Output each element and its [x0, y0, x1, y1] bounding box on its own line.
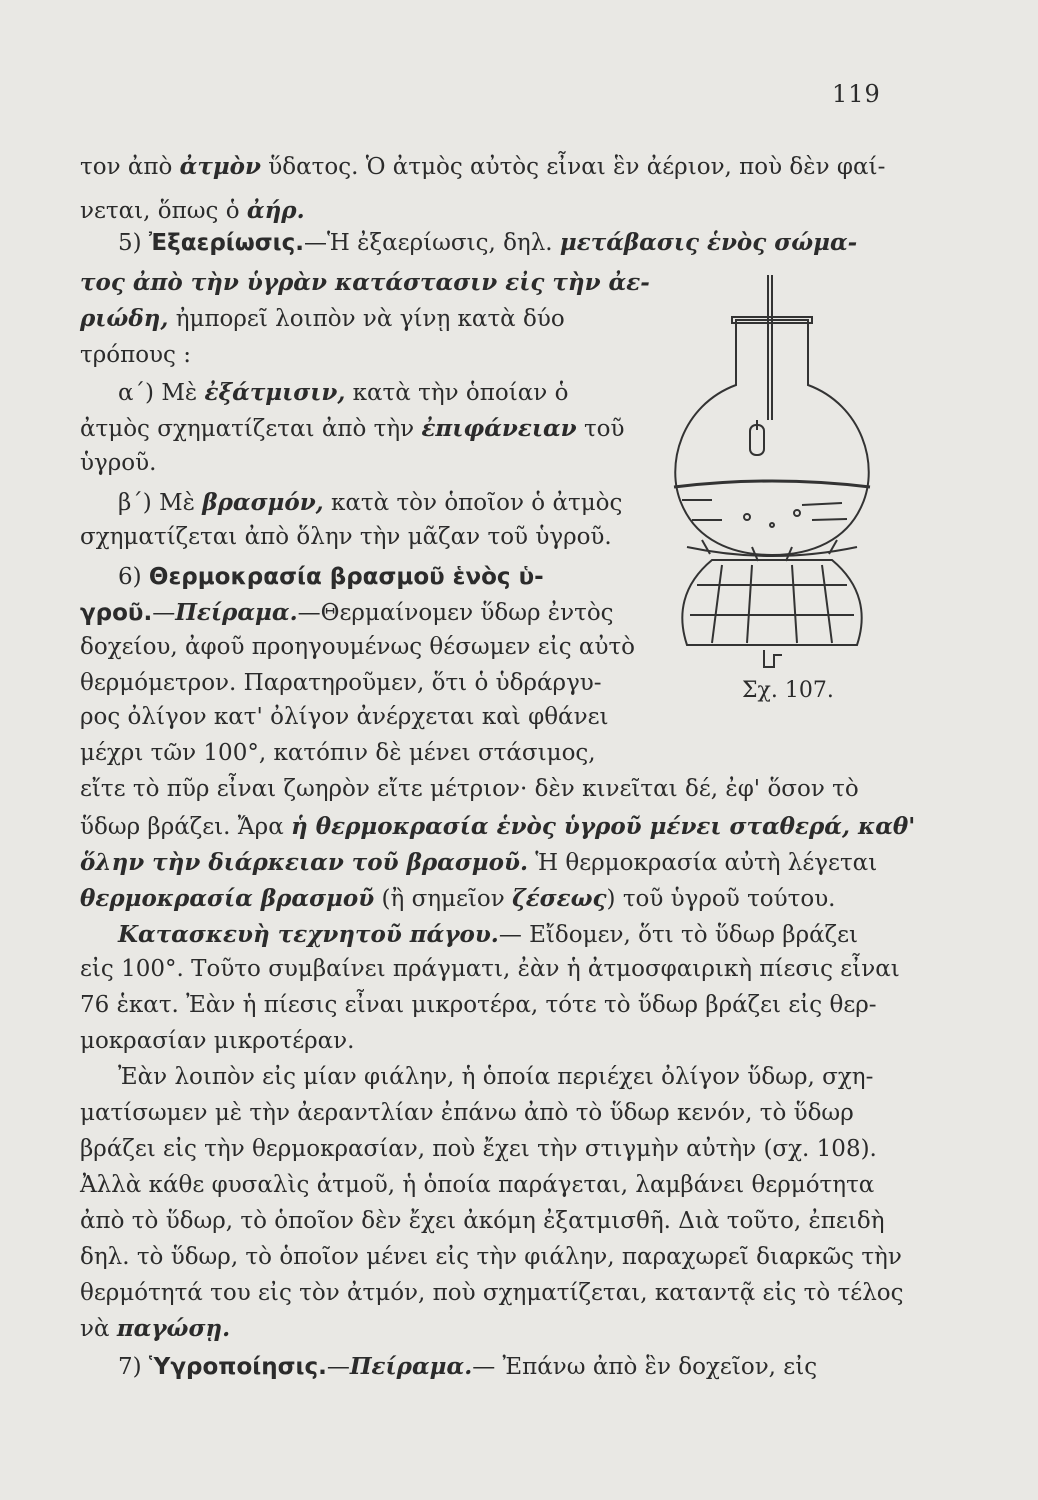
- text-run: Πείραμα.: [349, 1353, 473, 1380]
- text-line: [80, 268, 650, 298]
- text-run: γροῦ.: [80, 600, 153, 626]
- text-run: βρασμόν,: [202, 489, 324, 516]
- text-run: ἀτμὸς σχηματίζεται ἀπὸ τὴν: [80, 416, 422, 442]
- text-line: [80, 304, 565, 334]
- text-run: εἴτε τὸ πῦρ εἶναι ζωηρὸν εἴτε μέτριον· δὲν κινεῖται δέ, ἐφ' ὅσον τὸ: [80, 776, 859, 802]
- text-line: [118, 1062, 873, 1092]
- text-line: [80, 632, 635, 662]
- text-run: παγώσῃ.: [116, 1315, 231, 1342]
- text-run: ὅλην τὴν διάρκειαν τοῦ βρασμοῦ.: [80, 849, 528, 876]
- text-run: ματίσωμεν μὲ τὴν ἀεραντλίαν ἐπάνω ἀπὸ τὸ ὕδωρ κενόν, τὸ ὕδωρ: [80, 1100, 854, 1126]
- text-run: — Εἴδομεν, ὅτι τὸ ὕδωρ βράζει: [498, 922, 859, 948]
- text-line: [80, 522, 612, 552]
- text-line: [80, 738, 596, 768]
- text-run: —: [326, 1354, 350, 1380]
- text-run: νὰ: [80, 1316, 117, 1342]
- text-run: θερμόμετρον. Παρατηροῦμεν, ὅτι ὁ ὑδράργυ-: [80, 670, 602, 696]
- text-run: ἀπὸ τὸ ὕδωρ, τὸ ὁποῖον δὲν ἔχει ἀκόμη ἐξατμισθῆ. Διὰ τοῦτο, ἐπειδὴ: [80, 1208, 885, 1234]
- text-line: [80, 954, 900, 984]
- text-line: [80, 1314, 230, 1344]
- boiling-flask-illustration: [652, 255, 892, 675]
- text-line: [118, 488, 622, 518]
- text-line: [80, 990, 877, 1020]
- text-run: ὕδωρ βράζει. Ἄρα: [80, 814, 292, 840]
- figure-caption: Σχ. 107.: [742, 678, 834, 703]
- text-run: κατὰ τὴν ὁποίαν ὁ: [345, 380, 569, 406]
- text-run: ζέσεως: [512, 885, 607, 912]
- text-run: νεται, ὅπως ὁ: [80, 198, 247, 224]
- text-run: τος ἀπὸ τὴν ὑγρὰν κατάστασιν εἰς τὴν ἀε-: [80, 269, 650, 296]
- page-number: 119: [832, 80, 881, 108]
- text-line: [118, 562, 544, 592]
- text-line: [80, 152, 885, 182]
- text-run: βράζει εἰς τὴν θερμοκρασίαν, ποὺ ἔχει τὴν στιγμὴν αὐτὴν (σχ. 108).: [80, 1136, 877, 1162]
- text-run: Θερμοκρασία βρασμοῦ ἑνὸς ὑ-: [148, 564, 544, 590]
- text-run: δηλ. τὸ ὕδωρ, τὸ ὁποῖον μένει εἰς τὴν φιάλην, παραχωρεῖ διαρκῶς τὴν: [80, 1244, 902, 1270]
- text-run: τοῦ: [576, 416, 625, 442]
- text-line: [80, 1098, 854, 1128]
- text-run: (ἢ σημεῖον: [374, 886, 513, 912]
- text-line: [80, 1026, 354, 1056]
- text-line: [80, 812, 915, 842]
- text-run: —: [152, 600, 176, 626]
- text-run: δοχείου, ἀφοῦ προηγουμένως θέσωμεν εἰς αὐτὸ: [80, 634, 636, 660]
- text-run: ὕδατος. Ὁ ἀτμὸς αὐτὸς εἶναι ἓν ἀέριον, ποὺ δὲν φαί-: [260, 154, 886, 180]
- text-line: [80, 414, 625, 444]
- text-run: Ἀλλὰ κάθε φυσαλὶς ἀτμοῦ, ἡ ὁποία παράγεται, λαμβάνει θερμότητα: [80, 1172, 875, 1198]
- text-run: ἀτμὸν: [179, 153, 261, 180]
- text-run: Ἐὰν λοιπὸν εἰς μίαν φιάλην, ἡ ὁποία περιέχει ὀλίγον ὕδωρ, σχη-: [118, 1064, 874, 1090]
- text-run: 6): [118, 564, 149, 590]
- text-run: — Ἐπάνω ἀπὸ ἓν δοχεῖον, εἰς: [472, 1354, 818, 1380]
- text-run: —Ἡ ἐξαερίωσις, δηλ.: [303, 230, 560, 256]
- text-run: μοκρασίαν μικροτέραν.: [80, 1028, 355, 1054]
- text-line: [80, 848, 877, 878]
- text-run: σχηματίζεται ἀπὸ ὅλην τὴν μᾶζαν τοῦ ὑγροῦ.: [80, 524, 612, 550]
- text-run: α΄) Μὲ: [118, 380, 205, 406]
- text-run: ἠμπορεῖ λοιπὸν νὰ γίνῃ κατὰ δύο: [168, 306, 565, 332]
- text-run: τον ἀπὸ: [80, 154, 180, 180]
- text-line: [80, 774, 859, 804]
- text-run: β΄) Μὲ: [118, 490, 203, 516]
- text-run: Πείραμα.: [175, 599, 298, 626]
- text-run: εἰς 100°. Τοῦτο συμβαίνει πράγματι, ἐὰν ἡ ἀτμοσφαιρικὴ πίεσις εἶναι: [80, 956, 900, 982]
- text-line: [80, 1242, 902, 1272]
- text-run: ἐξάτμισιν,: [204, 379, 346, 406]
- text-run: Ἡ θερμοκρασία αὐτὴ λέγεται: [527, 850, 878, 876]
- text-run: τρόπους :: [80, 342, 191, 368]
- text-run: 5): [118, 230, 149, 256]
- text-line: [118, 1352, 817, 1382]
- text-line: [80, 340, 191, 370]
- text-run: 76 ἑκατ. Ἐὰν ἡ πίεσις εἶναι μικροτέρα, τότε τὸ ὕδωρ βράζει εἰς θερ-: [80, 992, 877, 1018]
- text-run: ρος ὀλίγον κατ' ὀλίγον ἀνέρχεται καὶ φθάνει: [80, 704, 609, 730]
- text-run: ἐπιφάνειαν: [421, 415, 577, 442]
- text-run: μέχρι τῶν 100°, κατόπιν δὲ μένει στάσιμος,: [80, 740, 596, 766]
- text-line: [80, 598, 614, 628]
- text-line: [80, 1206, 884, 1236]
- text-run: —Θερμαίνομεν ὕδωρ ἐντὸς: [297, 600, 614, 626]
- text-line: [80, 1134, 877, 1164]
- text-run: ριώδη,: [80, 305, 169, 332]
- text-line: [80, 196, 305, 226]
- text-run: ) τοῦ ὑγροῦ τούτου.: [606, 886, 836, 912]
- text-run: θερμότητά του εἰς τὸν ἀτμόν, ποὺ σχηματίζεται, καταντᾷ εἰς τὸ τέλος: [80, 1280, 904, 1306]
- text-line: [80, 1170, 874, 1200]
- text-run: κατὰ τὸν ὁποῖον ὁ ἀτμὸς: [323, 490, 623, 516]
- text-run: ἡ θερμοκρασία ἑνὸς ὑγροῦ μένει σταθερά, καθ': [291, 813, 916, 840]
- text-line: [118, 920, 858, 950]
- text-run: Κατασκευὴ τεχνητοῦ πάγου.: [118, 921, 499, 948]
- text-line: [80, 448, 156, 478]
- text-line: [80, 884, 836, 914]
- text-run: 7): [118, 1354, 149, 1380]
- text-run: ὑγροῦ.: [80, 450, 157, 476]
- text-line: [80, 668, 602, 698]
- text-line: [80, 1278, 904, 1308]
- text-line: [80, 702, 609, 732]
- text-line: [118, 378, 568, 408]
- text-run: ἀήρ.: [246, 197, 305, 224]
- text-run: Ἐξαερίωσις.: [148, 230, 304, 256]
- text-run: θερμοκρασία βρασμοῦ: [80, 885, 375, 912]
- text-run: μετάβασις ἑνὸς σώμα-: [559, 229, 858, 256]
- text-line: [118, 228, 857, 258]
- text-run: Ὑγροποίησις.: [148, 1354, 327, 1380]
